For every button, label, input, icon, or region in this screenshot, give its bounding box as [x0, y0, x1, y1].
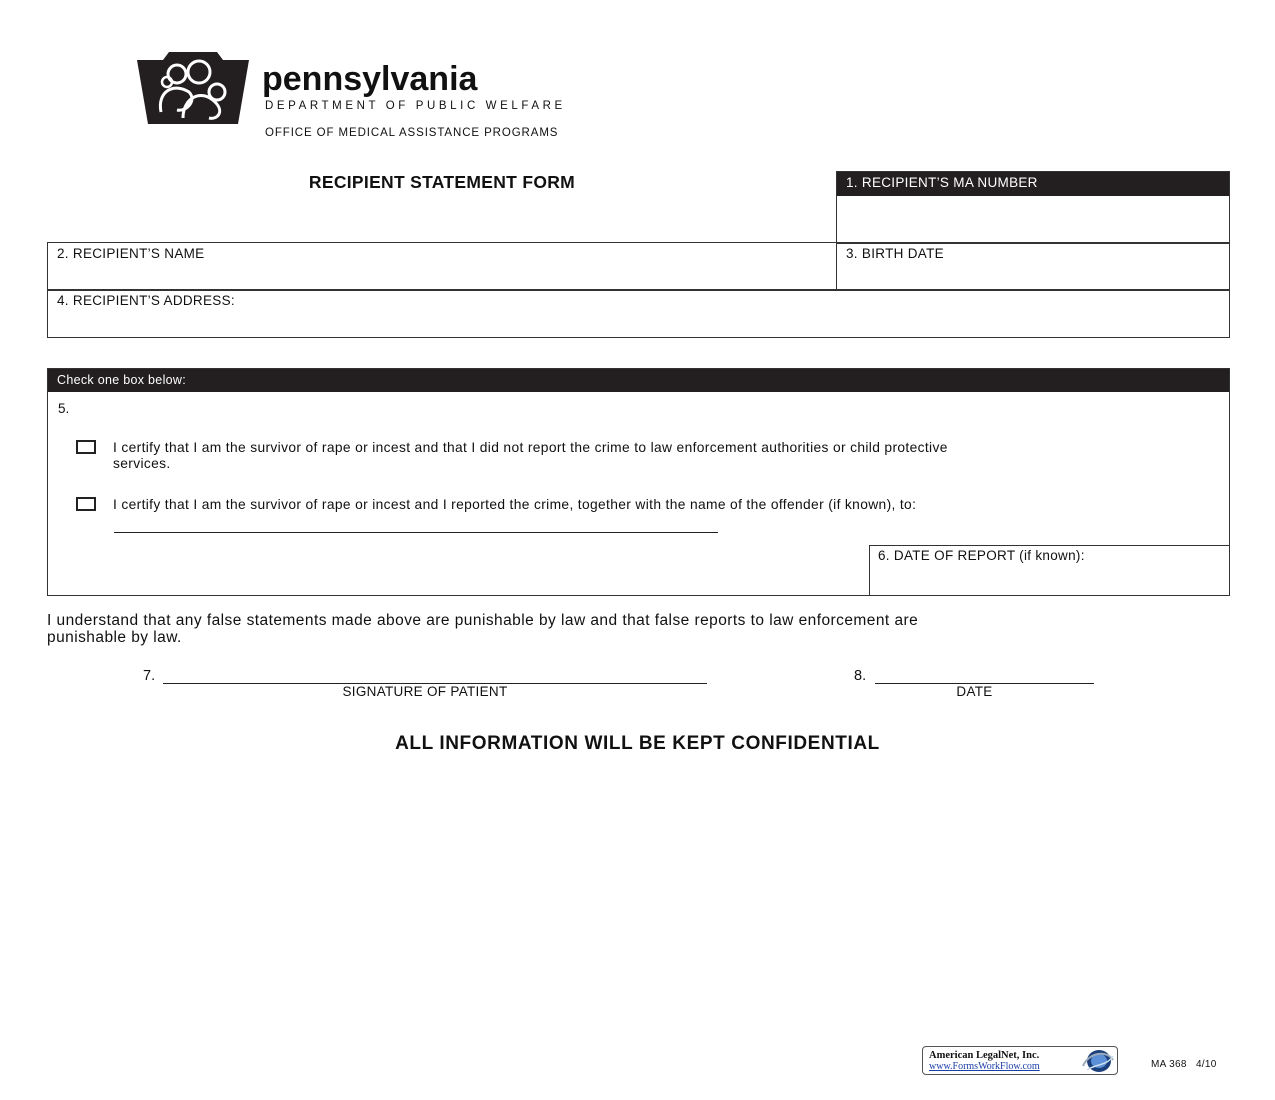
form-title: RECIPIENT STATEMENT FORM — [308, 172, 576, 192]
date-of-report-field[interactable] — [869, 545, 1230, 596]
globe-icon — [1079, 1048, 1115, 1074]
department-name: DEPARTMENT OF PUBLIC WELFARE — [265, 100, 566, 112]
signature-number: 7. — [143, 668, 156, 684]
option-1-text-line-1: I certify that I am the survivor of rape or incest and that I did not report the crime to law enforcement authorities or child protective — [113, 440, 948, 455]
date-number: 8. — [854, 668, 867, 684]
option-1-checkbox[interactable] — [76, 440, 96, 454]
vendor-name: American LegalNet, Inc. — [929, 1050, 1040, 1061]
false-statement-notice — [47, 612, 1187, 646]
confidential-notice: ALL INFORMATION WILL BE KEPT CONFIDENTIAL — [395, 733, 880, 754]
ma-number-header — [837, 172, 1229, 196]
birth-date-field[interactable] — [836, 242, 1230, 291]
date-caption: DATE — [956, 684, 993, 699]
false-statement-notice-line-1: I understand that any false statements made above are punishable by law and that false reports to law enforcement are — [47, 612, 919, 629]
check-section-header-label: Check one box below: — [57, 373, 186, 387]
date-line[interactable] — [875, 668, 1094, 684]
form-code: MA 368 4/10 — [1151, 1059, 1217, 1070]
ma-number-field[interactable] — [836, 171, 1230, 244]
recipient-address-field[interactable] — [47, 289, 1230, 338]
item-number-5: 5. — [58, 401, 70, 416]
vendor-url-link[interactable]: www.FormsWorkFlow.com — [929, 1061, 1040, 1072]
ma-number-label: 1. RECIPIENT’S MA NUMBER — [846, 175, 1038, 190]
recipient-name-label: 2. RECIPIENT’S NAME — [57, 246, 205, 261]
office-name: OFFICE OF MEDICAL ASSISTANCE PROGRAMS — [265, 127, 559, 139]
keystone-logo-icon — [137, 52, 249, 124]
recipient-address-label: 4. RECIPIENT’S ADDRESS: — [57, 293, 235, 308]
reported-to-line[interactable] — [114, 532, 718, 533]
option-1-text-line-2: services. — [113, 456, 171, 471]
option-1-text — [113, 440, 948, 472]
vendor-badge[interactable] — [922, 1046, 1118, 1075]
false-statement-notice-line-2: punishable by law. — [47, 629, 182, 646]
option-2-checkbox[interactable] — [76, 497, 96, 511]
option-2-text: I certify that I am the survivor of rape or incest and I reported the crime, together with the name of the offender (if known), to: — [113, 497, 917, 512]
recipient-name-field[interactable] — [47, 242, 837, 291]
signature-caption: SIGNATURE OF PATIENT — [342, 684, 508, 699]
date-of-report-label: 6. DATE OF REPORT (if known): — [878, 548, 1085, 563]
signature-line[interactable] — [163, 668, 707, 684]
state-name: pennsylvania — [262, 60, 478, 98]
birth-date-label: 3. BIRTH DATE — [846, 246, 944, 261]
check-section-header — [48, 369, 1229, 392]
check-section — [47, 368, 1230, 596]
